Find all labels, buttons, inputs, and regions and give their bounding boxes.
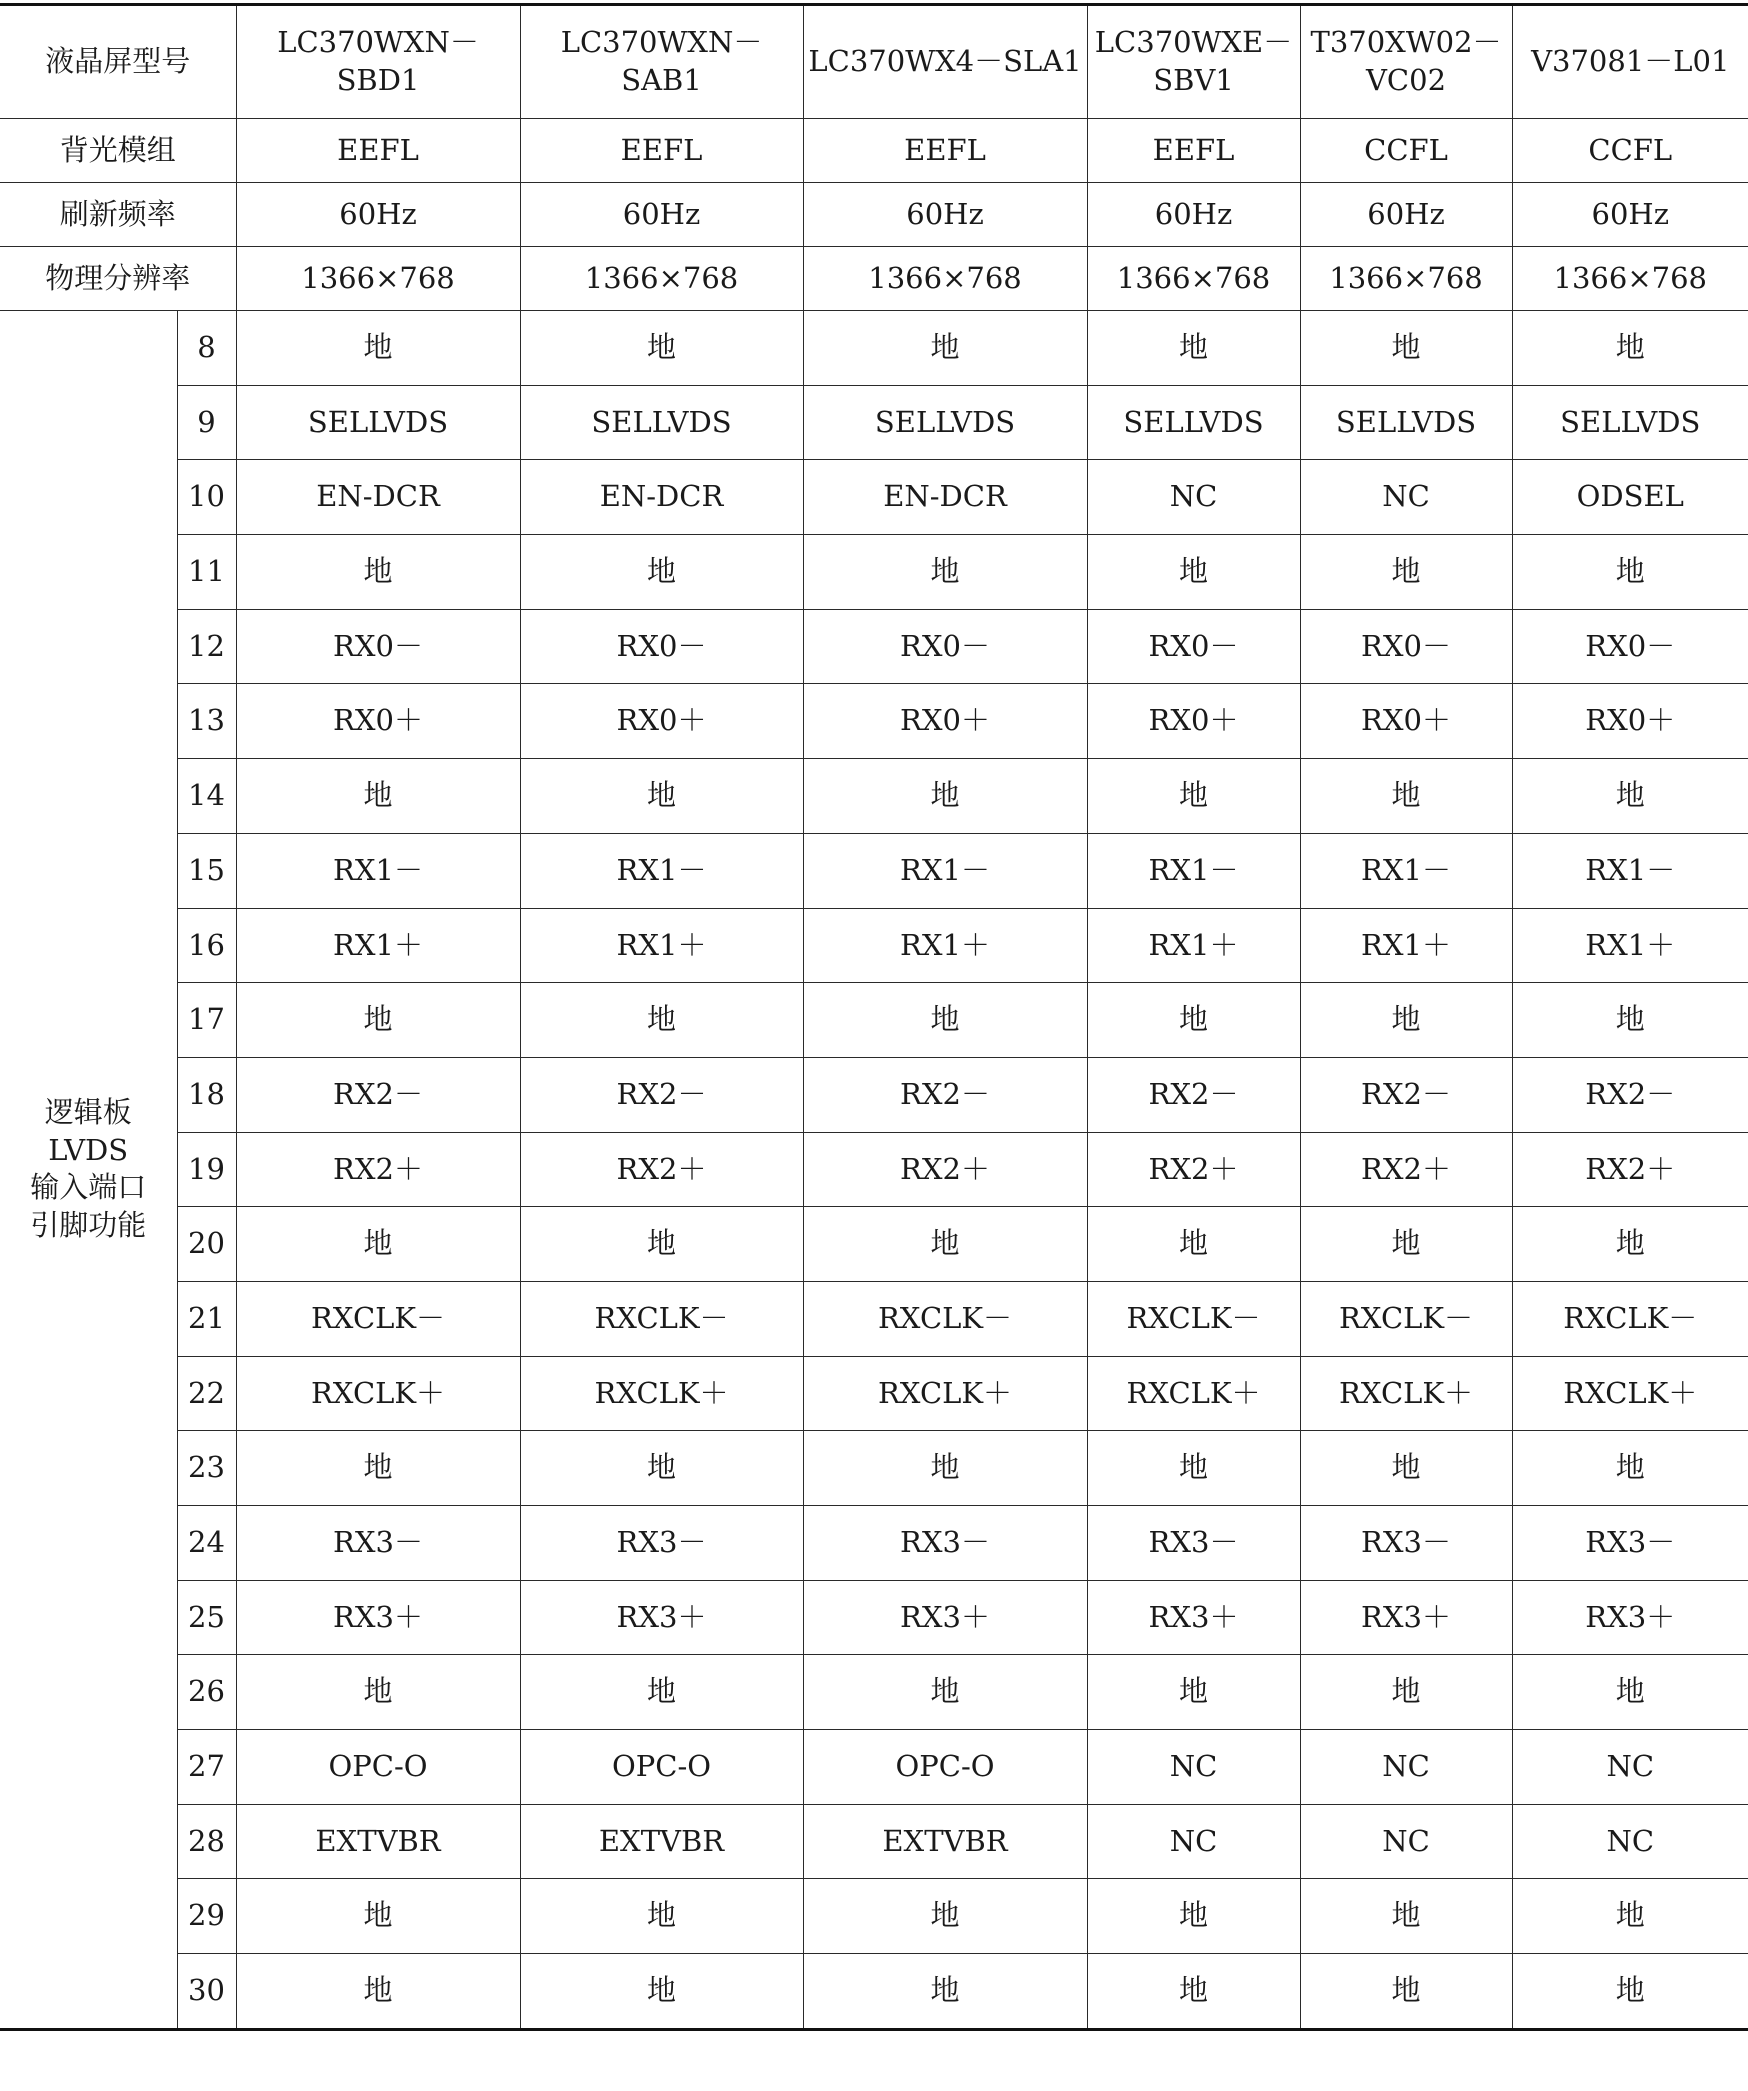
pin-function: RX1－: [520, 833, 803, 908]
spec-value: 60Hz: [1087, 183, 1300, 247]
pin-function: RX3＋: [1087, 1580, 1300, 1655]
spec-label: 刷新频率: [0, 183, 236, 247]
pin-function: 地: [1087, 1954, 1300, 2030]
pin-function: 地: [1512, 311, 1748, 386]
pin-number: 20: [177, 1207, 236, 1282]
pin-function: SELLVDS: [1087, 385, 1300, 460]
pin-function: EXTVBR: [803, 1804, 1087, 1879]
pin-function: RX1＋: [236, 908, 520, 983]
pin-row: [0, 908, 1748, 983]
spec-label: 背光模组: [0, 119, 236, 183]
pin-function: NC: [1300, 1730, 1512, 1805]
pin-function: 地: [803, 983, 1087, 1058]
pin-function: RX2＋: [236, 1132, 520, 1207]
spec-value: 60Hz: [236, 183, 520, 247]
pin-function: ODSEL: [1512, 460, 1748, 535]
pin-row: [0, 833, 1748, 908]
pin-row: [0, 1431, 1748, 1506]
pin-function: 地: [236, 1879, 520, 1954]
pin-function: RX1＋: [1512, 908, 1748, 983]
pin-function: 地: [1300, 759, 1512, 834]
pin-function: NC: [1087, 460, 1300, 535]
pin-function: RX2－: [803, 1057, 1087, 1132]
header-row: [0, 5, 1748, 119]
pin-function: RX1＋: [1300, 908, 1512, 983]
pin-function: RX1－: [1087, 833, 1300, 908]
pin-row: [0, 1730, 1748, 1805]
pin-number: 13: [177, 684, 236, 759]
pin-function: RX2－: [520, 1057, 803, 1132]
pin-row: [0, 1132, 1748, 1207]
pin-function: RX3－: [1300, 1506, 1512, 1581]
pin-function: 地: [803, 1954, 1087, 2030]
pin-function: 地: [1300, 1954, 1512, 2030]
spec-value: EEFL: [520, 119, 803, 183]
pin-function: EXTVBR: [236, 1804, 520, 1879]
section-label-line: 引脚功能: [30, 1208, 147, 1243]
spec-value: 1366×768: [1087, 247, 1300, 311]
model-name-line: LC370WXE－: [1094, 25, 1293, 60]
spec-value: 60Hz: [1300, 183, 1512, 247]
pin-function: RX0－: [1087, 609, 1300, 684]
pin-function: 地: [1512, 983, 1748, 1058]
pin-function: 地: [1512, 1431, 1748, 1506]
pin-function: 地: [803, 1431, 1087, 1506]
spec-value: 1366×768: [1512, 247, 1748, 311]
pin-function: NC: [1512, 1730, 1748, 1805]
pin-function: RX3－: [520, 1506, 803, 1581]
model-name-line: T370XW02－: [1310, 25, 1502, 60]
pin-row: [0, 609, 1748, 684]
pin-function: 地: [803, 535, 1087, 610]
pin-row: [0, 759, 1748, 834]
pin-number: 9: [177, 385, 236, 460]
section-label-line: LVDS: [48, 1132, 129, 1167]
pin-number: 25: [177, 1580, 236, 1655]
model-name-line: SBV1: [1153, 63, 1234, 97]
pin-number: 11: [177, 535, 236, 610]
pin-function: SELLVDS: [1300, 385, 1512, 460]
pin-function: RX1＋: [1087, 908, 1300, 983]
pin-row: [0, 1506, 1748, 1581]
pin-function: 地: [236, 535, 520, 610]
pin-function: RX3＋: [1300, 1580, 1512, 1655]
pin-function: RXCLK＋: [1087, 1356, 1300, 1431]
pin-function: 地: [520, 1207, 803, 1282]
pin-row: [0, 1954, 1748, 2030]
section-label-line: 输入端口: [30, 1170, 147, 1205]
pin-number: 15: [177, 833, 236, 908]
spec-value: 1366×768: [1300, 247, 1512, 311]
pin-row: [0, 1057, 1748, 1132]
pin-function: RXCLK－: [1087, 1281, 1300, 1356]
pin-function: RX0－: [520, 609, 803, 684]
header-label: 液晶屏型号: [0, 5, 236, 119]
pin-row: [0, 311, 1748, 386]
pin-function: OPC-O: [520, 1730, 803, 1805]
pin-row: [0, 1356, 1748, 1431]
pin-function: EN-DCR: [520, 460, 803, 535]
pin-number: 26: [177, 1655, 236, 1730]
spec-row: [0, 183, 1748, 247]
spec-value: 60Hz: [520, 183, 803, 247]
model-name: [236, 5, 520, 119]
spec-value: EEFL: [1087, 119, 1300, 183]
pin-function: 地: [1512, 535, 1748, 610]
pin-function: RX2＋: [520, 1132, 803, 1207]
pin-function: RX0＋: [236, 684, 520, 759]
pin-row: [0, 1580, 1748, 1655]
pin-function: 地: [803, 1655, 1087, 1730]
pin-row: [0, 1879, 1748, 1954]
pin-function: 地: [803, 311, 1087, 386]
pin-function: RXCLK－: [1300, 1281, 1512, 1356]
pin-function: 地: [1087, 535, 1300, 610]
pin-function: NC: [1300, 1804, 1512, 1879]
pin-function: NC: [1300, 460, 1512, 535]
pin-function: 地: [1087, 311, 1300, 386]
pin-function: 地: [520, 535, 803, 610]
spec-value: 1366×768: [803, 247, 1087, 311]
pin-function: RX2＋: [1300, 1132, 1512, 1207]
pin-function: RX0＋: [1512, 684, 1748, 759]
pin-function: RX0＋: [520, 684, 803, 759]
model-name-line: LC370WXN－SBD1: [277, 25, 479, 97]
pin-function: 地: [1512, 1954, 1748, 2030]
pin-function: 地: [236, 1655, 520, 1730]
pin-row: [0, 983, 1748, 1058]
pin-function: 地: [1300, 1431, 1512, 1506]
pin-function: RX2－: [1087, 1057, 1300, 1132]
model-name: [1087, 5, 1300, 119]
pin-function: RX2－: [236, 1057, 520, 1132]
pin-function: 地: [1087, 983, 1300, 1058]
model-name: [1300, 5, 1512, 119]
pin-function: 地: [803, 1207, 1087, 1282]
model-name: [1512, 5, 1748, 119]
pin-row: [0, 1804, 1748, 1879]
pin-function: RX0＋: [1300, 684, 1512, 759]
pin-function: 地: [520, 759, 803, 834]
pin-function: RXCLK＋: [520, 1356, 803, 1431]
pin-function: RX3＋: [803, 1580, 1087, 1655]
pin-function: NC: [1087, 1730, 1300, 1805]
pin-function: 地: [803, 1879, 1087, 1954]
pin-function: RX3－: [1512, 1506, 1748, 1581]
pin-number: 29: [177, 1879, 236, 1954]
pin-function: RX3－: [1087, 1506, 1300, 1581]
pin-function: 地: [520, 983, 803, 1058]
pin-row: [0, 1281, 1748, 1356]
pin-number: 28: [177, 1804, 236, 1879]
pin-function: RX2＋: [1087, 1132, 1300, 1207]
pin-function: 地: [1512, 1879, 1748, 1954]
model-name-line: LC370WX4－SLA1: [808, 44, 1082, 79]
pin-function: 地: [520, 311, 803, 386]
pin-function: 地: [1087, 1879, 1300, 1954]
model-name-line: V37081－L01: [1531, 44, 1730, 79]
pin-function: 地: [1300, 1655, 1512, 1730]
pin-function: RX0－: [1300, 609, 1512, 684]
spec-value: 1366×768: [520, 247, 803, 311]
pin-function: RX2－: [1512, 1057, 1748, 1132]
pin-function: RX0－: [1512, 609, 1748, 684]
pin-number: 16: [177, 908, 236, 983]
pin-function: 地: [236, 759, 520, 834]
pin-function: RX1＋: [520, 908, 803, 983]
pin-function: 地: [1300, 983, 1512, 1058]
pin-function: EXTVBR: [520, 1804, 803, 1879]
pin-function: SELLVDS: [1512, 385, 1748, 460]
pin-function: 地: [1300, 1207, 1512, 1282]
spec-row: [0, 119, 1748, 183]
pin-function: 地: [1300, 535, 1512, 610]
pin-function: RX3－: [236, 1506, 520, 1581]
pin-function: RX3＋: [520, 1580, 803, 1655]
pin-function: RX3＋: [236, 1580, 520, 1655]
pin-number: 22: [177, 1356, 236, 1431]
pin-number: 8: [177, 311, 236, 386]
pin-function: RXCLK＋: [1512, 1356, 1748, 1431]
pin-function: RXCLK－: [1512, 1281, 1748, 1356]
spec-value: EEFL: [236, 119, 520, 183]
pin-function: 地: [520, 1431, 803, 1506]
pin-function: RX3－: [803, 1506, 1087, 1581]
pin-function: OPC-O: [236, 1730, 520, 1805]
pin-function: RX0＋: [1087, 684, 1300, 759]
model-name: [520, 5, 803, 119]
spec-value: 60Hz: [803, 183, 1087, 247]
pin-function: RXCLK＋: [803, 1356, 1087, 1431]
pin-row: [0, 535, 1748, 610]
pin-function: 地: [1087, 759, 1300, 834]
pin-row: [0, 460, 1748, 535]
model-name-line: VC02: [1365, 63, 1447, 97]
pin-number: 17: [177, 983, 236, 1058]
pin-row: [0, 684, 1748, 759]
pin-function: 地: [803, 759, 1087, 834]
pin-function: 地: [1087, 1207, 1300, 1282]
pin-function: RX1－: [803, 833, 1087, 908]
pin-function: 地: [236, 1954, 520, 2030]
pin-function: 地: [236, 983, 520, 1058]
pin-function: 地: [520, 1954, 803, 2030]
pin-function: NC: [1512, 1804, 1748, 1879]
pin-number: 10: [177, 460, 236, 535]
pin-number: 18: [177, 1057, 236, 1132]
pin-function: RX0＋: [803, 684, 1087, 759]
pin-function: 地: [1300, 311, 1512, 386]
pin-function: 地: [1512, 1207, 1748, 1282]
pin-number: 23: [177, 1431, 236, 1506]
spec-value: 60Hz: [1512, 183, 1748, 247]
pin-function: 地: [1087, 1431, 1300, 1506]
pin-function: RXCLK－: [236, 1281, 520, 1356]
pin-function: OPC-O: [803, 1730, 1087, 1805]
pin-function: EN-DCR: [803, 460, 1087, 535]
pin-function: 地: [236, 1207, 520, 1282]
pin-function: RXCLK＋: [236, 1356, 520, 1431]
spec-value: 1366×768: [236, 247, 520, 311]
pin-function: RX2＋: [1512, 1132, 1748, 1207]
spec-value: EEFL: [803, 119, 1087, 183]
pin-function: RX3＋: [1512, 1580, 1748, 1655]
pin-function: RXCLK－: [803, 1281, 1087, 1356]
spec-value: CCFL: [1512, 119, 1748, 183]
pin-function: RXCLK－: [520, 1281, 803, 1356]
pin-function: 地: [1512, 1655, 1748, 1730]
pin-function: 地: [236, 311, 520, 386]
pin-function: SELLVDS: [236, 385, 520, 460]
pin-row: [0, 1207, 1748, 1282]
spec-value: CCFL: [1300, 119, 1512, 183]
pin-function: RX2－: [1300, 1057, 1512, 1132]
pin-function: 地: [520, 1879, 803, 1954]
pin-function: NC: [1087, 1804, 1300, 1879]
pin-function: RX1－: [236, 833, 520, 908]
section-label-line: 逻辑板: [44, 1095, 132, 1130]
pin-row: [0, 385, 1748, 460]
pin-number: 12: [177, 609, 236, 684]
pin-row: [0, 1655, 1748, 1730]
pin-number: 30: [177, 1954, 236, 2030]
pin-number: 24: [177, 1506, 236, 1581]
pin-function: EN-DCR: [236, 460, 520, 535]
section-label: [0, 311, 177, 2030]
lcd-pin-spec-table: [0, 3, 1748, 2031]
pin-function: RX1－: [1512, 833, 1748, 908]
spec-row: [0, 247, 1748, 311]
pin-number: 21: [177, 1281, 236, 1356]
model-name: [803, 5, 1087, 119]
pin-function: RX2＋: [803, 1132, 1087, 1207]
spec-label: 物理分辨率: [0, 247, 236, 311]
pin-function: RX0－: [236, 609, 520, 684]
pin-function: SELLVDS: [520, 385, 803, 460]
model-name-line: LC370WXN－SAB1: [560, 25, 763, 97]
pin-number: 19: [177, 1132, 236, 1207]
pin-number: 27: [177, 1730, 236, 1805]
pin-function: 地: [1300, 1879, 1512, 1954]
pin-function: RX1－: [1300, 833, 1512, 908]
pin-function: RX1＋: [803, 908, 1087, 983]
pin-function: RXCLK＋: [1300, 1356, 1512, 1431]
pin-function: 地: [1512, 759, 1748, 834]
pin-function: SELLVDS: [803, 385, 1087, 460]
pin-number: 14: [177, 759, 236, 834]
pin-function: 地: [236, 1431, 520, 1506]
pin-function: RX0－: [803, 609, 1087, 684]
pin-function: 地: [1087, 1655, 1300, 1730]
pin-function: 地: [520, 1655, 803, 1730]
